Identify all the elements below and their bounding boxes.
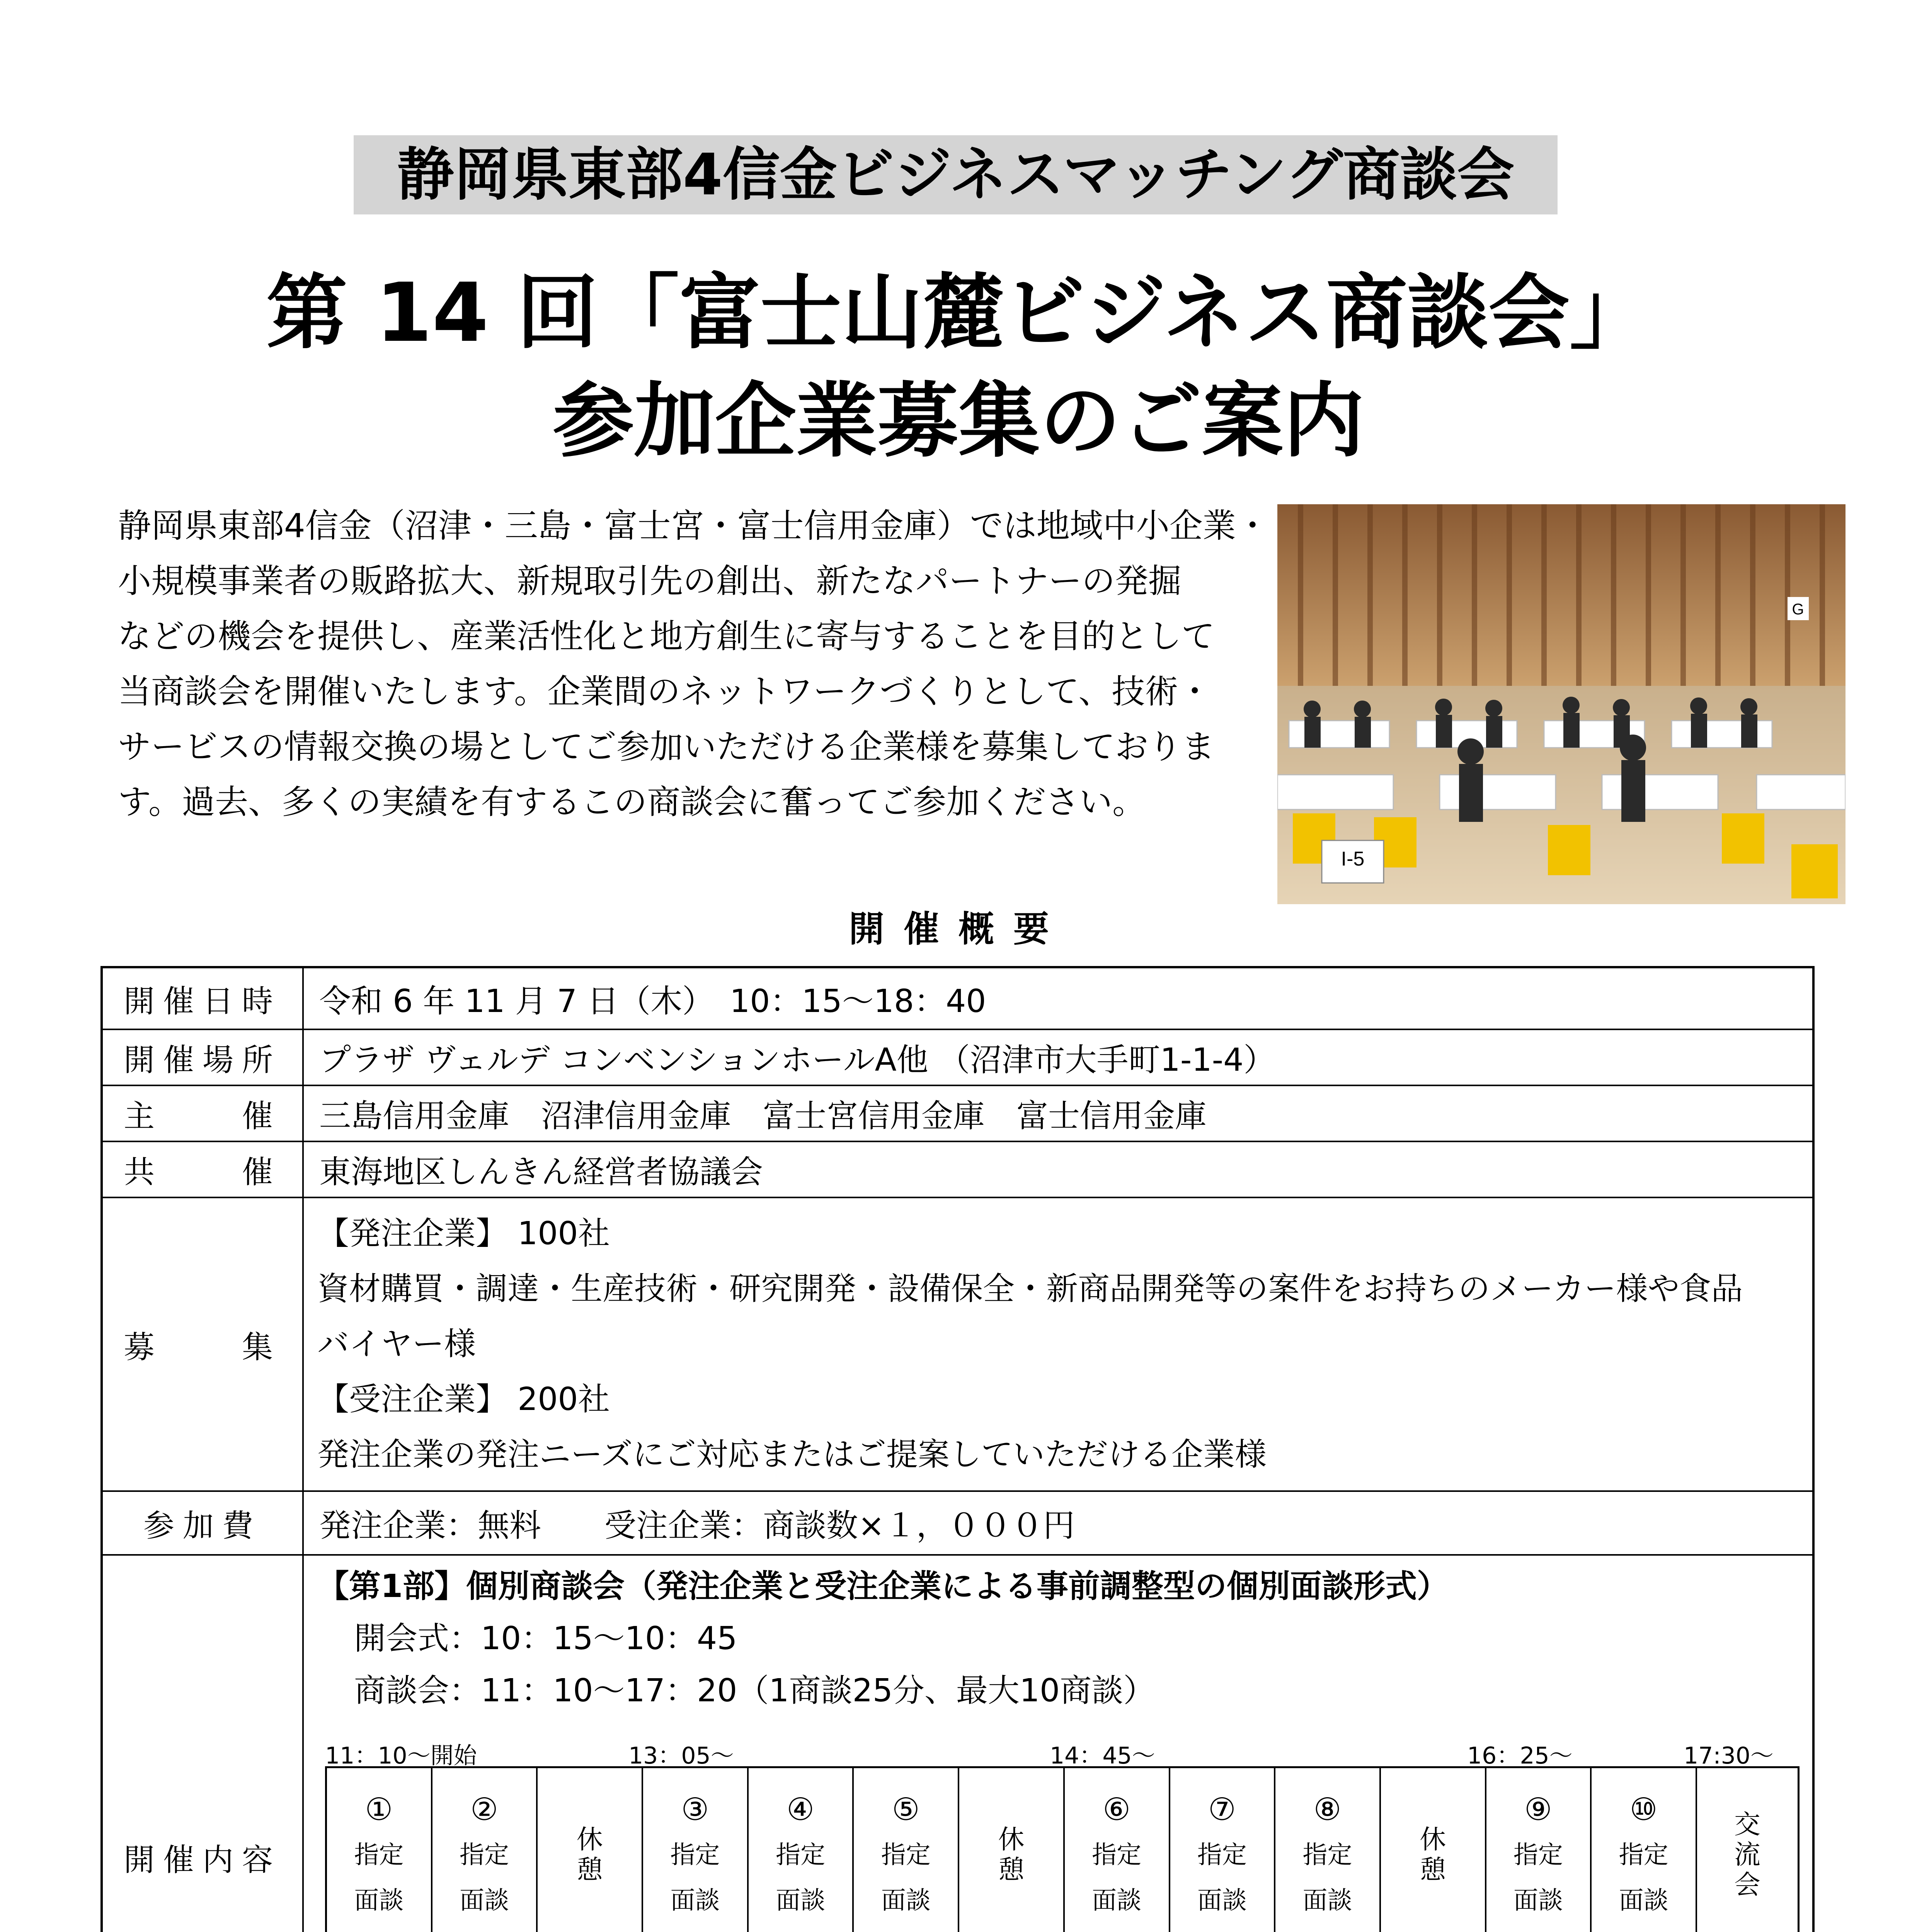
page-title-sub: 参加企業募集のご案内 [552,374,1364,468]
slot-number: ① [365,1791,393,1827]
slot-number: ⑨ [1524,1791,1552,1827]
meeting-slot [643,1768,749,1932]
booth-sign-text: I-5 [1341,848,1365,870]
slot-text: 指定 [354,1841,404,1869]
intro-line: 静岡県東部4信金（沼津・三島・富士宮・富士信用金庫）では地域中小企業・ [118,507,1269,545]
slot-text: 憩 [576,1855,603,1885]
slot-text: 休 [998,1825,1025,1855]
page-title: 第 14 回「富士山麓ビジネス商談会」 [266,265,1651,360]
summary-heading: 開催概要 [848,908,1068,950]
opening-time: 開会式：10：15～10：45 [354,1620,737,1657]
break-slot [1381,1768,1486,1932]
slot-text: 休 [1420,1825,1446,1855]
slot-text: 交 [1734,1810,1760,1840]
slot-text: 指定 [460,1841,509,1869]
summary-table [100,966,1815,1932]
break-slot [538,1768,643,1932]
slot-text: 憩 [1420,1855,1446,1885]
meeting-slot [1275,1768,1381,1932]
slot-number: ⑤ [892,1791,920,1827]
intro-line: す。過去、多くの実績を有するこの商談会に奮ってご参加ください。 [118,783,1146,821]
session-time: 商談会：11：10～17：20（1商談25分、最大10商談） [354,1672,1155,1709]
part1-title: 【第1部】個別商談会（発注企業と受注企業による事前調整型の個別面談形式） [317,1568,1449,1605]
time-mark-2: 13：05～ [628,1742,734,1769]
row-label: 募 集 [103,1198,304,1490]
slot-text: 憩 [998,1855,1025,1885]
slot-text: 面談 [1092,1886,1142,1915]
slot-number: ⑥ [1103,1791,1131,1827]
session-schedule [325,1766,1800,1932]
intro-line: 小規模事業者の販路拡大、新規取引先の創出、新たなパートナーの発掘 [118,562,1182,600]
event-cohost: 東海地区しんきん経営者協議会 [319,1154,763,1190]
meeting-slot [854,1768,959,1932]
row-fee [103,1492,1812,1556]
slot-text: 指定 [1302,1841,1352,1869]
time-mark-start: 11：10～開始 [325,1742,477,1769]
slot-text: 会 [1734,1870,1760,1900]
participation-fee: 発注企業：無料 受注企業：商談数×１，０００円 [319,1507,1075,1544]
intro-line: 当商談会を開催いたします。企業間のネットワークづくりとして、技術・ [118,672,1212,711]
row-host [103,1086,1812,1142]
venue-photo [1277,504,1845,904]
recruit-details [317,1206,1805,1482]
slot-text: 面談 [1619,1886,1668,1915]
slot-text: 面談 [1302,1886,1352,1915]
slot-text: 面談 [881,1886,931,1915]
row-label: 開催内容 [103,1556,304,1932]
meeting-slot [1486,1768,1592,1932]
slot-number: ⑧ [1313,1791,1342,1827]
slot-text: 指定 [881,1841,931,1869]
meeting-slot [1170,1768,1276,1932]
event-venue: プラザ ヴェルデ コンベンションホールA他 （沼津市大手町1-1-4） [319,1042,1275,1078]
row-cohost [103,1142,1812,1198]
slot-text: 面談 [1513,1886,1563,1915]
event-date: 令和 6 年 11 月 7 日（木） 10：15～18：40 [319,983,986,1020]
row-label: 開催日時 [103,968,304,1029]
row-venue [103,1030,1812,1086]
meeting-slot [749,1768,854,1932]
slot-text: 指定 [1619,1841,1668,1869]
time-mark-3: 14：45～ [1050,1742,1155,1769]
recruit-line: 資材購買・調達・生産技術・研究開発・設備保全・新商品開発等の案件をお持ちのメーカー様や食品 [317,1270,1743,1307]
corner-sign-text: G [1792,601,1804,618]
recruit-line: バイヤー様 [317,1326,476,1362]
recruit-line: 発注企業の発注ニーズにご対応またはご提案していただける企業様 [317,1436,1267,1473]
part1-block [317,1560,1805,1717]
row-label: 共 催 [103,1142,304,1197]
networking-slot [1697,1768,1798,1932]
slot-text: 面談 [1197,1886,1247,1915]
row-recruit [103,1198,1812,1492]
event-series-subtitle: 静岡県東部4信金ビジネスマッチング商談会 [354,135,1558,214]
row-label: 開催場所 [103,1030,304,1085]
recruit-line: 【受注企業】 200社 [317,1381,610,1418]
recruit-line: 【発注企業】 100社 [317,1215,610,1252]
slot-number: ⑩ [1629,1791,1658,1827]
slot-text: 面談 [354,1886,404,1915]
meeting-slot [1065,1768,1170,1932]
slot-text: 指定 [1513,1841,1563,1869]
slot-text: 指定 [1092,1841,1142,1869]
meeting-slot [432,1768,538,1932]
row-label: 主 催 [103,1086,304,1141]
time-mark-4: 16：25～ [1467,1742,1573,1769]
event-host: 三島信用金庫 沼津信用金庫 富士宮信用金庫 富士信用金庫 [319,1098,1207,1134]
meeting-slot [327,1768,432,1932]
slot-text: 流 [1734,1840,1760,1870]
slot-text: 面談 [670,1886,720,1915]
slot-text: 休 [576,1825,603,1855]
slot-number: ⑦ [1208,1791,1236,1827]
slot-number: ② [470,1791,498,1827]
slot-number: ④ [787,1791,814,1827]
slot-text: 指定 [1197,1841,1247,1869]
intro-paragraph [118,498,1277,830]
slot-text: 指定 [670,1841,720,1869]
break-slot [959,1768,1065,1932]
row-content [103,1556,1812,1932]
meeting-slot [1592,1768,1697,1932]
slot-text: 面談 [776,1886,826,1915]
slot-number: ③ [681,1791,709,1827]
time-mark-5: 17:30～ [1684,1742,1774,1769]
venue-photo-illustration [1277,504,1845,904]
row-label: 参加費 [103,1492,304,1554]
intro-line: サービスの情報交換の場としてご参加いただける企業様を募集しておりま [118,728,1215,766]
slot-text: 指定 [776,1841,826,1869]
row-date [103,968,1812,1030]
slot-text: 面談 [460,1886,509,1915]
intro-line: などの機会を提供し、産業活性化と地方創生に寄与することを目的として [118,617,1215,656]
